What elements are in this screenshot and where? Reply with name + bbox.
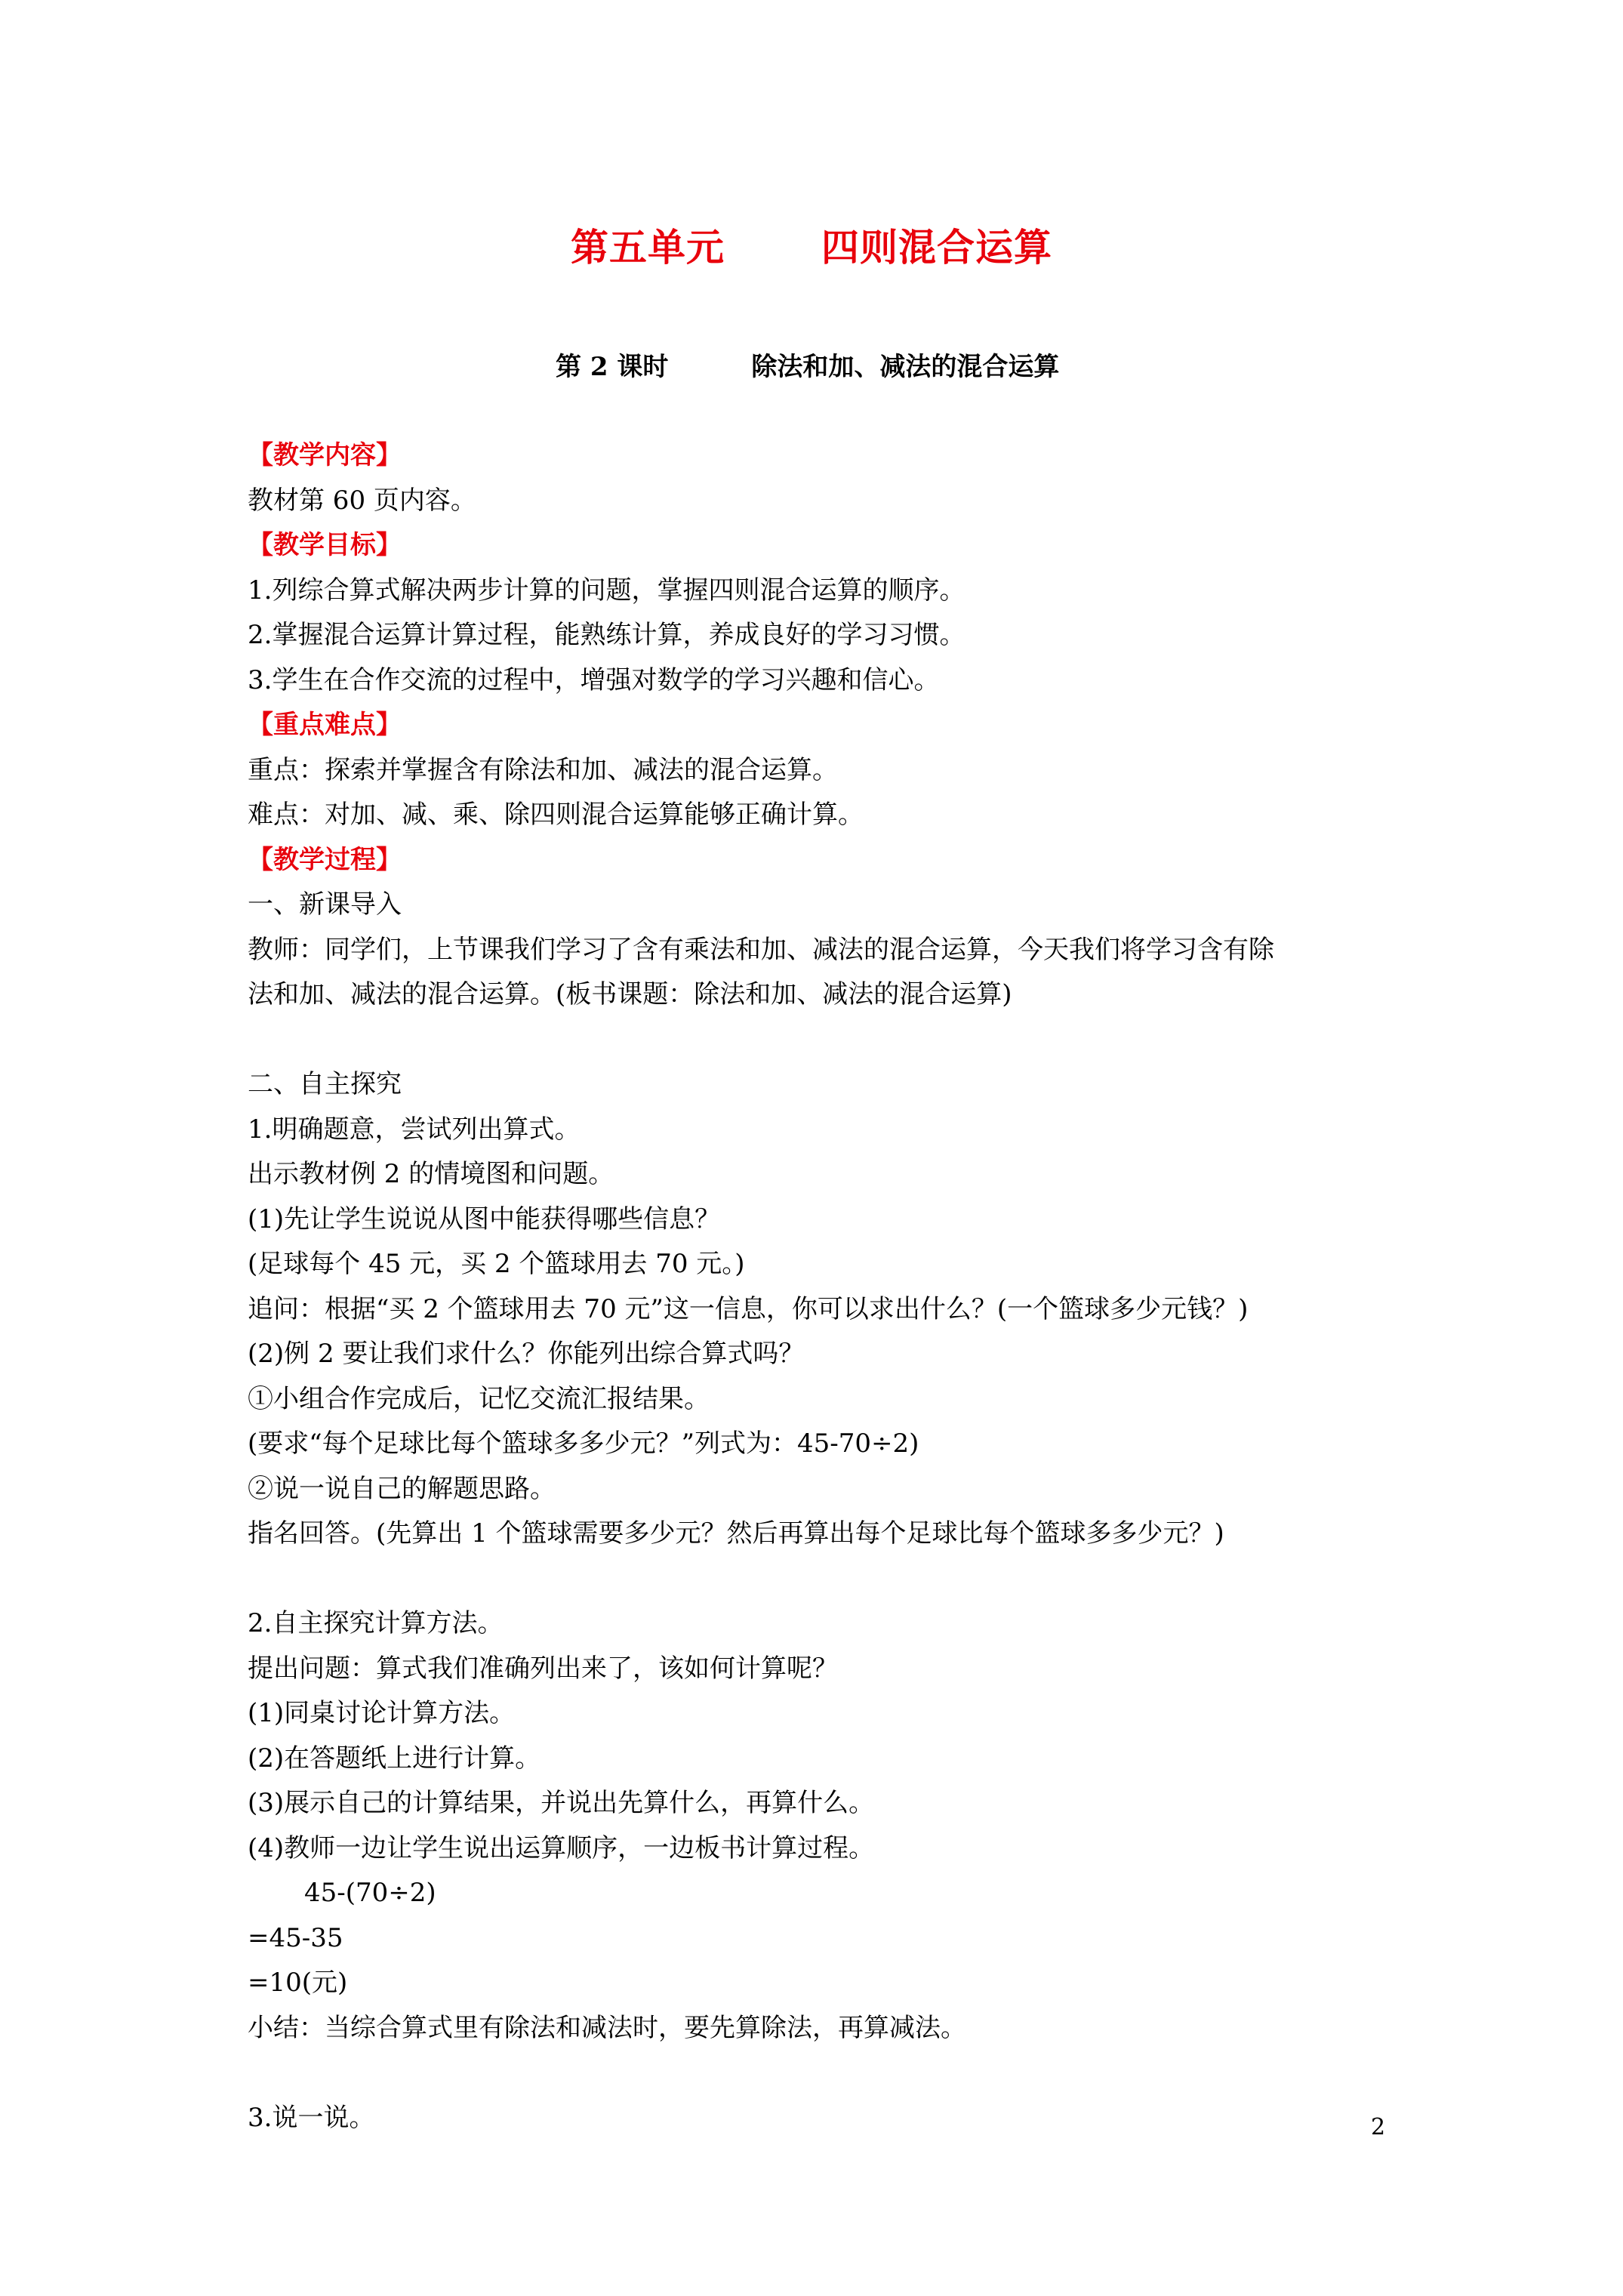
section-heading-process: 【教学过程】 xyxy=(248,844,402,875)
part3-line: (2)在答题纸上进行计算。 xyxy=(248,1743,541,1774)
section-heading-goals: 【教学目标】 xyxy=(248,530,402,560)
lesson-subtitle xyxy=(556,346,1059,383)
part2-line: (2)例 2 要让我们求什么？你能列出综合算式吗？ xyxy=(248,1339,805,1369)
part2-title: 二、自主探究 xyxy=(248,1069,402,1099)
part2-line: ①小组合作完成后，记忆交流汇报结果。 xyxy=(248,1383,710,1414)
key-point: 重点：探索并掌握含有除法和加、减法的混合运算。 xyxy=(248,754,838,785)
calc-line: =45-35 xyxy=(248,1922,343,1953)
calc-line: =10(元) xyxy=(248,1968,348,1998)
subtitle-lesson: 第 2 课时 xyxy=(556,352,669,382)
key-point: 难点：对加、减、乘、除四则混合运算能够正确计算。 xyxy=(248,800,864,830)
part4-title: 3.说一说。 xyxy=(248,2102,375,2133)
part3-line: 2.自主探究计算方法。 xyxy=(248,1608,504,1638)
part1-text-line: 法和加、减法的混合运算。(板书课题：除法和加、减法的混合运算) xyxy=(248,979,1012,1009)
goal-item: 2.掌握混合运算计算过程，能熟练计算，养成良好的学习习惯。 xyxy=(248,620,965,650)
page-number: 2 xyxy=(1371,2114,1386,2140)
part3-line: (1)同桌讨论计算方法。 xyxy=(248,1698,516,1728)
part2-line: 出示教材例 2 的情境图和问题。 xyxy=(248,1159,614,1189)
part2-line: 1.明确题意，尝试列出算式。 xyxy=(248,1114,581,1145)
part1-title: 一、新课导入 xyxy=(248,889,402,920)
part1-text-line: 教师：同学们，上节课我们学习了含有乘法和加、减法的混合运算，今天我们将学习含有除 xyxy=(248,934,1274,965)
title-unit: 第五单元 xyxy=(571,225,725,270)
part2-line: ②说一说自己的解题思路。 xyxy=(248,1473,556,1504)
part2-line: (要求“每个足球比每个篮球多多少元？”列式为：45-70÷2) xyxy=(248,1428,919,1459)
goal-item: 3.学生在合作交流的过程中，增强对数学的学习兴趣和信心。 xyxy=(248,664,940,695)
page-title xyxy=(0,217,1623,272)
part2-line: 指名回答。(先算出 1 个篮球需要多少元？然后再算出每个足球比每个篮球多多少元？) xyxy=(248,1518,1224,1549)
subtitle-topic: 除法和加、减法的混合运算 xyxy=(751,352,1060,382)
title-topic: 四则混合运算 xyxy=(821,225,1052,270)
part3-line: 提出问题：算式我们准确列出来了，该如何计算呢？ xyxy=(248,1653,838,1684)
part2-line: (1)先让学生说说从图中能获得哪些信息？ xyxy=(248,1203,721,1234)
content-text: 教材第 60 页内容。 xyxy=(248,485,476,516)
document-body xyxy=(248,441,1395,2148)
part2-line: 追问：根据“买 2 个篮球用去 70 元”这一信息，你可以求出什么？(一个篮球多少元钱？) xyxy=(248,1293,1249,1324)
section-heading-content: 【教学内容】 xyxy=(248,440,402,470)
section-heading-key-points: 【重点难点】 xyxy=(248,710,402,740)
part2-line: (足球每个 45 元，买 2 个篮球用去 70 元。) xyxy=(248,1249,745,1279)
goal-item: 1.列综合算式解决两步计算的问题，掌握四则混合运算的顺序。 xyxy=(248,575,965,606)
part3-line: (4)教师一边让学生说出运算顺序，一边板书计算过程。 xyxy=(248,1832,875,1863)
part3-line: (3)展示自己的计算结果，并说出先算什么，再算什么。 xyxy=(248,1788,875,1818)
summary-text: 小结：当综合算式里有除法和减法时，要先算除法，再算减法。 xyxy=(248,2012,966,2043)
calc-line: 45-(70÷2) xyxy=(304,1878,436,1908)
